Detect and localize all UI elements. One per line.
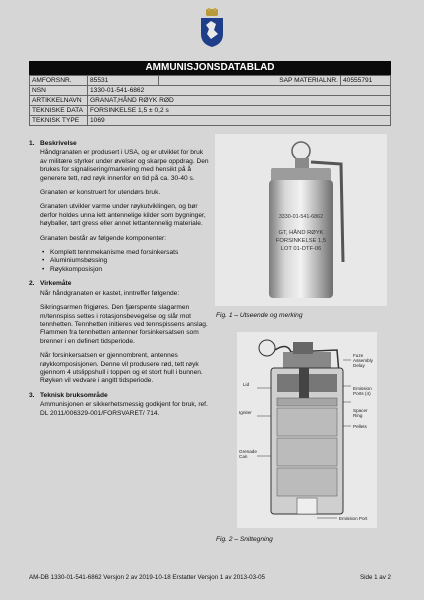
list-item: • Røykkomposisjon bbox=[50, 266, 209, 274]
list-item: • Komplett tennmekanisme med forsinkersats bbox=[50, 249, 209, 257]
section-heading bbox=[29, 392, 209, 400]
label-ring: Ring bbox=[353, 413, 363, 418]
label-lid: Lid bbox=[243, 382, 250, 387]
page-footer bbox=[29, 574, 391, 581]
footer-document-info: AM-DB 1330-01-541-6862 Versjon 2 av 2019-10-18 Erstatter Versjon 1 av 2013-03-05 bbox=[29, 574, 265, 581]
section-heading bbox=[29, 280, 209, 288]
paragraph: Granaten består av følgende komponenter: bbox=[40, 234, 167, 242]
label-ports: Ports (4) bbox=[353, 391, 371, 396]
article-name-label: ARTIKKELNAVN bbox=[30, 96, 88, 106]
figure-2-caption: Fig. 2 – Snittegning bbox=[216, 536, 273, 543]
photo-text-name: GT, HÅND RØYK bbox=[278, 230, 324, 236]
figure-1-caption: Fig. 1 – Utseende og merking bbox=[216, 312, 303, 319]
photo-text-lot: LOT 01-DTF-06 bbox=[280, 246, 322, 252]
paragraph: Granaten utvikler varme under røykutviklingen, og bør derfor holdes unna lett antennelige kilder som bygninger, høyballer, tørt gress eller annet lettantennelig materiale. bbox=[40, 203, 206, 228]
photo-text-delay: FORSINKELSE 1,5 bbox=[275, 238, 327, 244]
paragraph: Når håndgranaten er kastet, inntreffer følgende: bbox=[40, 289, 180, 297]
paragraph: Granaten er konstruert for utendørs bruk. bbox=[40, 189, 161, 197]
section-title: Virkemåte bbox=[40, 280, 72, 288]
metadata-table bbox=[29, 75, 391, 126]
technical-type-value: 1069 bbox=[88, 116, 391, 126]
table-row bbox=[30, 106, 391, 116]
component-list bbox=[40, 249, 209, 274]
section-number: 2. bbox=[29, 280, 35, 288]
list-item: • Aluminiumsbøssing bbox=[50, 257, 209, 265]
amforsnr-label: AMFORSNR. bbox=[30, 76, 88, 86]
label-can: Can bbox=[239, 454, 248, 459]
sap-value: 40555791 bbox=[341, 76, 391, 86]
paragraph: Håndgranaten er produsert i USA, og er utviklet for bruk av militære styrker under øvelser og skarpe oppdrag. Den brukes for signalisering/markering med hensikt på å generere tett, rød røyk innenfor en tid på ca. 30-40 s. bbox=[40, 149, 209, 182]
article-name-value: GRANAT,HÅND RØYK RØD bbox=[88, 96, 391, 106]
paragraph: Sikringsarmen frigjøres. Den fjærspente slagarmen m/tennspiss settes i rotasjonsbevegelse og slår mot tennhetten. Tennhetten initieres ved tennspissens anslag. Flammen fra tennhetten antenner forsinkersatsen som brenner i en definert tidsperiode. bbox=[40, 304, 208, 345]
section-title: Teknisk bruksområde bbox=[40, 391, 108, 399]
nsn-value: 1330-01-541-6862 bbox=[88, 86, 391, 96]
paragraph: Ammunisjonen er sikkerhetsmessig godkjent for bruk, ref. DL 2011/006329-001/FORSVARET/ 714. bbox=[40, 401, 208, 417]
paragraph: Når forsinkersatsen er gjennombrent, antennes røykkomposisjonen. Denne vil produsere rød, tett røyk gjennom 4 utslippshull i toppen og et stort hull i bunnen. Røyken vil vedvare i angitt tidsperiode. bbox=[40, 352, 203, 385]
armed-forces-emblem-icon bbox=[199, 8, 225, 48]
table-row bbox=[30, 96, 391, 106]
table-row bbox=[30, 86, 391, 96]
grenade-photo bbox=[215, 134, 387, 306]
technical-data-label: TEKNISKE DATA bbox=[30, 106, 88, 116]
nsn-label: NSN bbox=[30, 86, 88, 96]
technical-type-label: TEKNISK TYPE bbox=[30, 116, 88, 126]
label-spacer: Spacer bbox=[353, 408, 368, 413]
section-number: 1. bbox=[29, 140, 35, 147]
section-number: 3. bbox=[29, 391, 35, 399]
page-title: AMMUNISJONSDATABLAD bbox=[29, 61, 391, 75]
table-row bbox=[30, 76, 391, 86]
table-row bbox=[30, 116, 391, 126]
section-operation bbox=[29, 280, 209, 385]
sap-label: SAP MATERIALNR. bbox=[159, 76, 341, 86]
photo-text-nsn: 3330-01-541-6862 bbox=[278, 214, 324, 220]
label-fuze: Fuze bbox=[353, 353, 364, 358]
section-description bbox=[29, 140, 209, 274]
section-heading bbox=[29, 140, 209, 148]
amforsnr-value: 85531 bbox=[88, 76, 159, 86]
cross-section-diagram bbox=[237, 332, 377, 528]
label-emission: Emission bbox=[353, 386, 372, 391]
body-text bbox=[29, 140, 209, 424]
label-delay: Delay bbox=[353, 363, 365, 368]
footer-page-number: Side 1 av 2 bbox=[360, 574, 391, 581]
label-igniter: Igniter bbox=[239, 410, 252, 415]
label-grenade: Grenade bbox=[239, 449, 257, 454]
technical-data-value: FORSINKELSE 1,5 ± 0,2 s bbox=[88, 106, 391, 116]
label-emission-port: Emission Port bbox=[339, 516, 368, 521]
section-usage bbox=[29, 392, 209, 418]
section-title: Beskrivelse bbox=[40, 140, 77, 147]
label-pellets: Pellets bbox=[353, 424, 367, 429]
label-assembly: Assembly bbox=[353, 358, 373, 363]
